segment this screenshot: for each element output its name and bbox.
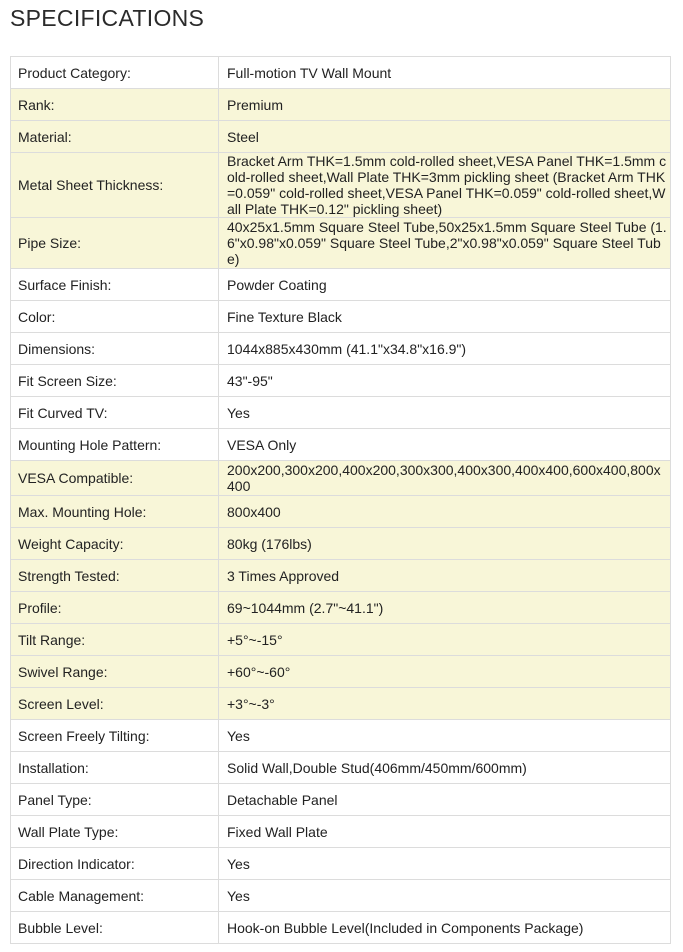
- spec-row: [11, 848, 671, 880]
- spec-row: [11, 880, 671, 912]
- spec-label: Screen Level:: [11, 688, 219, 720]
- spec-row: [11, 624, 671, 656]
- spec-value: Hook-on Bubble Level(Included in Components Package): [219, 912, 671, 944]
- spec-label: Max. Mounting Hole:: [11, 496, 219, 528]
- spec-label: Surface Finish:: [11, 269, 219, 301]
- spec-label: Strength Tested:: [11, 560, 219, 592]
- spec-label: Mounting Hole Pattern:: [11, 429, 219, 461]
- spec-label: Cable Management:: [11, 880, 219, 912]
- spec-row: [11, 720, 671, 752]
- spec-row: [11, 429, 671, 461]
- spec-row: [11, 560, 671, 592]
- spec-value: Full-motion TV Wall Mount: [219, 57, 671, 89]
- spec-value: Yes: [219, 848, 671, 880]
- spec-value: 43"-95": [219, 365, 671, 397]
- spec-value: Premium: [219, 89, 671, 121]
- spec-row: [11, 816, 671, 848]
- spec-label: Pipe Size:: [11, 218, 219, 269]
- spec-value: +60°~-60°: [219, 656, 671, 688]
- spec-label: Screen Freely Tilting:: [11, 720, 219, 752]
- spec-value: 80kg (176lbs): [219, 528, 671, 560]
- spec-row: [11, 333, 671, 365]
- spec-row: [11, 688, 671, 720]
- spec-value: Yes: [219, 397, 671, 429]
- specifications-table: [10, 56, 671, 944]
- spec-value: Bracket Arm THK=1.5mm cold-rolled sheet,VESA Panel THK=1.5mm cold-rolled sheet,Wall Plate THK=3mm pickling sheet (Bracket Arm THK=0.059" cold-rolled sheet,VESA Panel THK=0.059" cold-rolled sheet,Wall Plate THK=0.12" pickling sheet): [219, 153, 671, 218]
- spec-label: Tilt Range:: [11, 624, 219, 656]
- spec-label: Fit Screen Size:: [11, 365, 219, 397]
- spec-row: [11, 592, 671, 624]
- spec-label: Bubble Level:: [11, 912, 219, 944]
- spec-row: [11, 784, 671, 816]
- spec-value: Fine Texture Black: [219, 301, 671, 333]
- spec-value: 1044x885x430mm (41.1"x34.8"x16.9"): [219, 333, 671, 365]
- spec-value: 200x200,300x200,400x200,300x300,400x300,400x400,600x400,800x400: [219, 461, 671, 496]
- spec-label: Color:: [11, 301, 219, 333]
- spec-row: [11, 121, 671, 153]
- spec-label: Material:: [11, 121, 219, 153]
- spec-label: VESA Compatible:: [11, 461, 219, 496]
- spec-row: [11, 57, 671, 89]
- spec-value: +3°~-3°: [219, 688, 671, 720]
- spec-label: Metal Sheet Thickness:: [11, 153, 219, 218]
- spec-label: Panel Type:: [11, 784, 219, 816]
- spec-row: [11, 301, 671, 333]
- spec-value: Steel: [219, 121, 671, 153]
- spec-row: [11, 528, 671, 560]
- spec-value: 800x400: [219, 496, 671, 528]
- spec-label: Installation:: [11, 752, 219, 784]
- spec-value: +5°~-15°: [219, 624, 671, 656]
- spec-value: Powder Coating: [219, 269, 671, 301]
- spec-label: Profile:: [11, 592, 219, 624]
- spec-row: [11, 269, 671, 301]
- spec-label: Swivel Range:: [11, 656, 219, 688]
- spec-row: [11, 496, 671, 528]
- spec-label: Dimensions:: [11, 333, 219, 365]
- spec-label: Rank:: [11, 89, 219, 121]
- spec-value: 3 Times Approved: [219, 560, 671, 592]
- spec-value: 69~1044mm (2.7"~41.1"): [219, 592, 671, 624]
- spec-row: [11, 89, 671, 121]
- spec-row: [11, 397, 671, 429]
- spec-label: Direction Indicator:: [11, 848, 219, 880]
- spec-value: Solid Wall,Double Stud(406mm/450mm/600mm): [219, 752, 671, 784]
- spec-value: Fixed Wall Plate: [219, 816, 671, 848]
- spec-value: Yes: [219, 720, 671, 752]
- spec-row: [11, 656, 671, 688]
- spec-label: Product Category:: [11, 57, 219, 89]
- spec-value: Yes: [219, 880, 671, 912]
- spec-row: [11, 153, 671, 218]
- spec-value: Detachable Panel: [219, 784, 671, 816]
- spec-row: [11, 218, 671, 269]
- spec-label: Wall Plate Type:: [11, 816, 219, 848]
- spec-row: [11, 752, 671, 784]
- spec-row: [11, 461, 671, 496]
- spec-label: Weight Capacity:: [11, 528, 219, 560]
- page-title: SPECIFICATIONS: [10, 5, 205, 31]
- specifications-table-body: [11, 57, 671, 944]
- spec-label: Fit Curved TV:: [11, 397, 219, 429]
- spec-row: [11, 912, 671, 944]
- spec-value: 40x25x1.5mm Square Steel Tube,50x25x1.5mm Square Steel Tube (1.6"x0.98"x0.059" Square Steel Tube,2"x0.98"x0.059" Square Steel Tube): [219, 218, 671, 269]
- spec-value: VESA Only: [219, 429, 671, 461]
- spec-row: [11, 365, 671, 397]
